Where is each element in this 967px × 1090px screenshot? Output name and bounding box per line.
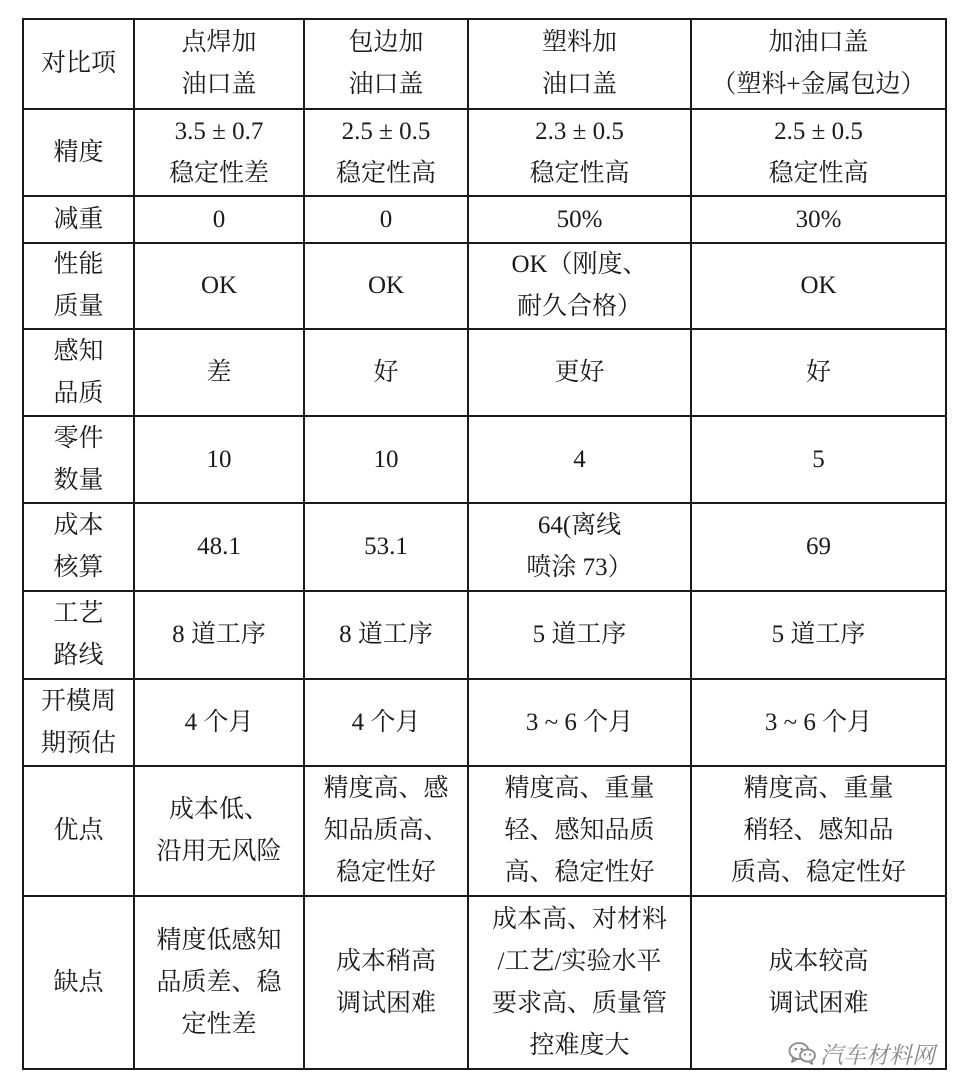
cell-line: 成本低、 xyxy=(168,796,269,823)
cell-tooling-period-label xyxy=(23,679,134,766)
cell-line: 定性差 xyxy=(181,1010,257,1038)
cell-line: 耐久合格） xyxy=(516,293,642,320)
wechat-icon xyxy=(788,1041,816,1065)
cell-line: 精度高、重量 xyxy=(743,775,894,802)
cell-line: 性能 xyxy=(53,251,104,278)
cell-line: 4 个月 xyxy=(184,708,254,736)
row-perceived-quality xyxy=(23,329,946,416)
cell-line: 成本稍高 xyxy=(335,947,436,975)
cell-line: 点焊加 xyxy=(181,29,257,56)
header-cell-plastic xyxy=(468,19,691,109)
cell-line: 油口盖 xyxy=(541,71,617,98)
cell-cost-plastic xyxy=(468,503,691,591)
cell-weight-reduction-hemmed xyxy=(304,196,468,243)
cell-line: 控难度大 xyxy=(529,1031,630,1059)
cell-line: 精度 xyxy=(53,138,104,166)
cell-line: 调试困难 xyxy=(335,989,436,1017)
row-cost xyxy=(23,503,946,591)
cell-process-route-hemmed xyxy=(304,591,468,679)
row-tooling-period xyxy=(23,679,946,766)
cell-line: 对比项 xyxy=(40,50,116,77)
cell-line: 开模周 xyxy=(40,687,116,715)
cell-cost-label xyxy=(23,503,134,591)
cell-perceived-quality-plastic xyxy=(468,329,691,416)
cell-line: 知品质高、 xyxy=(323,817,449,844)
cell-line: 0 xyxy=(379,205,393,233)
row-precision xyxy=(23,109,946,196)
cell-performance-quality-label xyxy=(23,243,134,329)
cell-part-count-plastic xyxy=(468,416,691,503)
cell-weight-reduction-plastic xyxy=(468,196,691,243)
cell-line: 69 xyxy=(806,533,831,560)
cell-line: 2.5 ± 0.5 xyxy=(774,117,863,145)
cell-line: 精度低感知 xyxy=(156,926,282,954)
cell-line: 30% xyxy=(795,205,842,233)
cell-process-route-plastic xyxy=(468,591,691,679)
cell-advantages-label xyxy=(23,766,134,896)
cell-part-count-spot-weld xyxy=(134,416,304,503)
cell-performance-quality-plastic-metal-hem xyxy=(691,243,946,329)
cell-line: 油口盖 xyxy=(348,71,424,98)
cell-weight-reduction-spot-weld xyxy=(134,196,304,243)
cell-tooling-period-plastic xyxy=(468,679,691,766)
cell-advantages-plastic-metal-hem xyxy=(691,766,946,896)
cell-line: 零件 xyxy=(53,424,104,452)
cell-line: 成本较高 xyxy=(768,947,869,975)
cell-process-route-label xyxy=(23,591,134,679)
cell-line: 稍轻、感知品 xyxy=(743,817,894,844)
header-cell-hemmed xyxy=(304,19,468,109)
row-process-route xyxy=(23,591,946,679)
cell-line: 加油口盖 xyxy=(768,29,869,56)
cell-part-count-plastic-metal-hem xyxy=(691,416,946,503)
cell-advantages-spot-weld xyxy=(134,766,304,896)
cell-perceived-quality-plastic-metal-hem xyxy=(691,329,946,416)
cell-line: 质高、稳定性好 xyxy=(730,859,906,886)
cell-performance-quality-hemmed xyxy=(304,243,468,329)
cell-line: 差 xyxy=(206,358,232,386)
cell-line: 精度高、重量 xyxy=(504,775,655,802)
cell-perceived-quality-label xyxy=(23,329,134,416)
cell-performance-quality-spot-weld xyxy=(134,243,304,329)
cell-cost-hemmed xyxy=(304,503,468,591)
cell-line: 稳定性高 xyxy=(529,159,630,187)
cell-line: 64(离线 xyxy=(537,512,622,539)
cell-line: 4 个月 xyxy=(351,708,421,736)
cell-line: OK xyxy=(800,272,837,299)
cell-line: 10 xyxy=(373,445,399,473)
cell-part-count-label xyxy=(23,416,134,503)
cell-line: 包边加 xyxy=(348,29,424,56)
cell-line: 48.1 xyxy=(197,533,241,560)
cell-line: OK xyxy=(367,272,405,299)
watermark-text: 汽车材料网 xyxy=(820,1042,935,1069)
cell-line: 5 道工序 xyxy=(771,621,866,648)
cell-precision-plastic-metal-hem xyxy=(691,109,946,196)
cell-line: /工艺/实验水平 xyxy=(497,947,662,975)
cell-line: 稳定性高 xyxy=(335,159,436,187)
cell-disadvantages-spot-weld xyxy=(134,896,304,1069)
cell-performance-quality-plastic xyxy=(468,243,691,329)
cell-line: 5 xyxy=(812,445,825,473)
cell-line: 缺点 xyxy=(53,968,104,996)
cell-disadvantages-label xyxy=(23,896,134,1069)
cell-line: 3.5 ± 0.7 xyxy=(174,117,264,145)
cell-precision-hemmed xyxy=(304,109,468,196)
header-row xyxy=(23,19,946,109)
cell-line: 8 道工序 xyxy=(172,621,266,648)
cell-line: 成本 xyxy=(53,512,104,539)
cell-disadvantages-plastic xyxy=(468,896,691,1069)
cell-cost-spot-weld xyxy=(134,503,304,591)
cell-line: 更好 xyxy=(554,358,605,386)
header-cell-plastic-metal-hem xyxy=(691,19,946,109)
cell-line: 高、稳定性好 xyxy=(504,859,655,886)
cell-line: OK xyxy=(200,272,238,299)
cell-line: 塑料加 xyxy=(541,29,617,56)
row-part-count xyxy=(23,416,946,503)
header-cell-spot-weld xyxy=(134,19,304,109)
cell-precision-spot-weld xyxy=(134,109,304,196)
cell-line: 要求高、质量管 xyxy=(491,989,667,1017)
cell-perceived-quality-hemmed xyxy=(304,329,468,416)
cell-line: 沿用无风险 xyxy=(156,838,282,865)
cell-line: 8 道工序 xyxy=(339,621,433,648)
cell-weight-reduction-label xyxy=(23,196,134,243)
row-advantages xyxy=(23,766,946,896)
cell-precision-plastic xyxy=(468,109,691,196)
cell-line: 0 xyxy=(212,205,226,233)
cell-line: 好 xyxy=(373,358,399,386)
cell-line: 4 xyxy=(573,445,586,473)
cell-line: 2.5 ± 0.5 xyxy=(341,117,431,145)
cell-line: 调试困难 xyxy=(768,989,869,1017)
cell-perceived-quality-spot-weld xyxy=(134,329,304,416)
cell-line: 成本高、对材料 xyxy=(491,905,667,933)
cell-tooling-period-hemmed xyxy=(304,679,468,766)
cell-tooling-period-plastic-metal-hem xyxy=(691,679,946,766)
row-weight-reduction xyxy=(23,196,946,243)
cell-line: 优点 xyxy=(53,817,104,844)
cell-line: 5 道工序 xyxy=(532,621,627,648)
cell-advantages-hemmed xyxy=(304,766,468,896)
cell-line: 53.1 xyxy=(364,533,408,560)
cell-line: （塑料+金属包边） xyxy=(711,71,926,98)
cell-precision-label xyxy=(23,109,134,196)
comparison-table xyxy=(22,18,947,1070)
cell-disadvantages-hemmed xyxy=(304,896,468,1069)
cell-line: 感知 xyxy=(53,337,104,365)
cell-line: 2.3 ± 0.5 xyxy=(535,117,624,145)
cell-line: 稳定性差 xyxy=(168,159,269,187)
header-cell-comparison-item xyxy=(23,19,134,109)
cell-line: 质量 xyxy=(53,293,104,320)
cell-line: 路线 xyxy=(53,642,104,669)
cell-tooling-period-spot-weld xyxy=(134,679,304,766)
cell-line: 油口盖 xyxy=(181,71,257,98)
row-performance-quality xyxy=(23,243,946,329)
cell-line: 减重 xyxy=(53,205,104,233)
cell-process-route-spot-weld xyxy=(134,591,304,679)
cell-line: 50% xyxy=(556,205,603,233)
cell-line: 数量 xyxy=(53,466,104,494)
cell-weight-reduction-plastic-metal-hem xyxy=(691,196,946,243)
cell-process-route-plastic-metal-hem xyxy=(691,591,946,679)
cell-line: 3 ~ 6 个月 xyxy=(764,708,873,736)
watermark xyxy=(788,1038,935,1068)
cell-line: 精度高、感 xyxy=(323,775,449,802)
cell-line: 10 xyxy=(206,445,232,473)
cell-line: 稳定性高 xyxy=(768,159,869,187)
cell-line: 3 ~ 6 个月 xyxy=(525,708,634,736)
cell-line: 期预估 xyxy=(40,729,116,757)
cell-line: 喷涂 73） xyxy=(526,554,633,581)
cell-cost-plastic-metal-hem xyxy=(691,503,946,591)
cell-line: 工艺 xyxy=(53,600,104,627)
cell-line: 核算 xyxy=(53,554,104,581)
cell-line: 轻、感知品质 xyxy=(504,817,655,844)
cell-line: OK（刚度、 xyxy=(511,251,648,278)
cell-line: 好 xyxy=(805,358,831,386)
cell-line: 品质差、稳 xyxy=(156,968,282,996)
cell-advantages-plastic xyxy=(468,766,691,896)
cell-line: 稳定性好 xyxy=(335,859,436,886)
cell-part-count-hemmed xyxy=(304,416,468,503)
cell-line: 品质 xyxy=(53,379,104,407)
